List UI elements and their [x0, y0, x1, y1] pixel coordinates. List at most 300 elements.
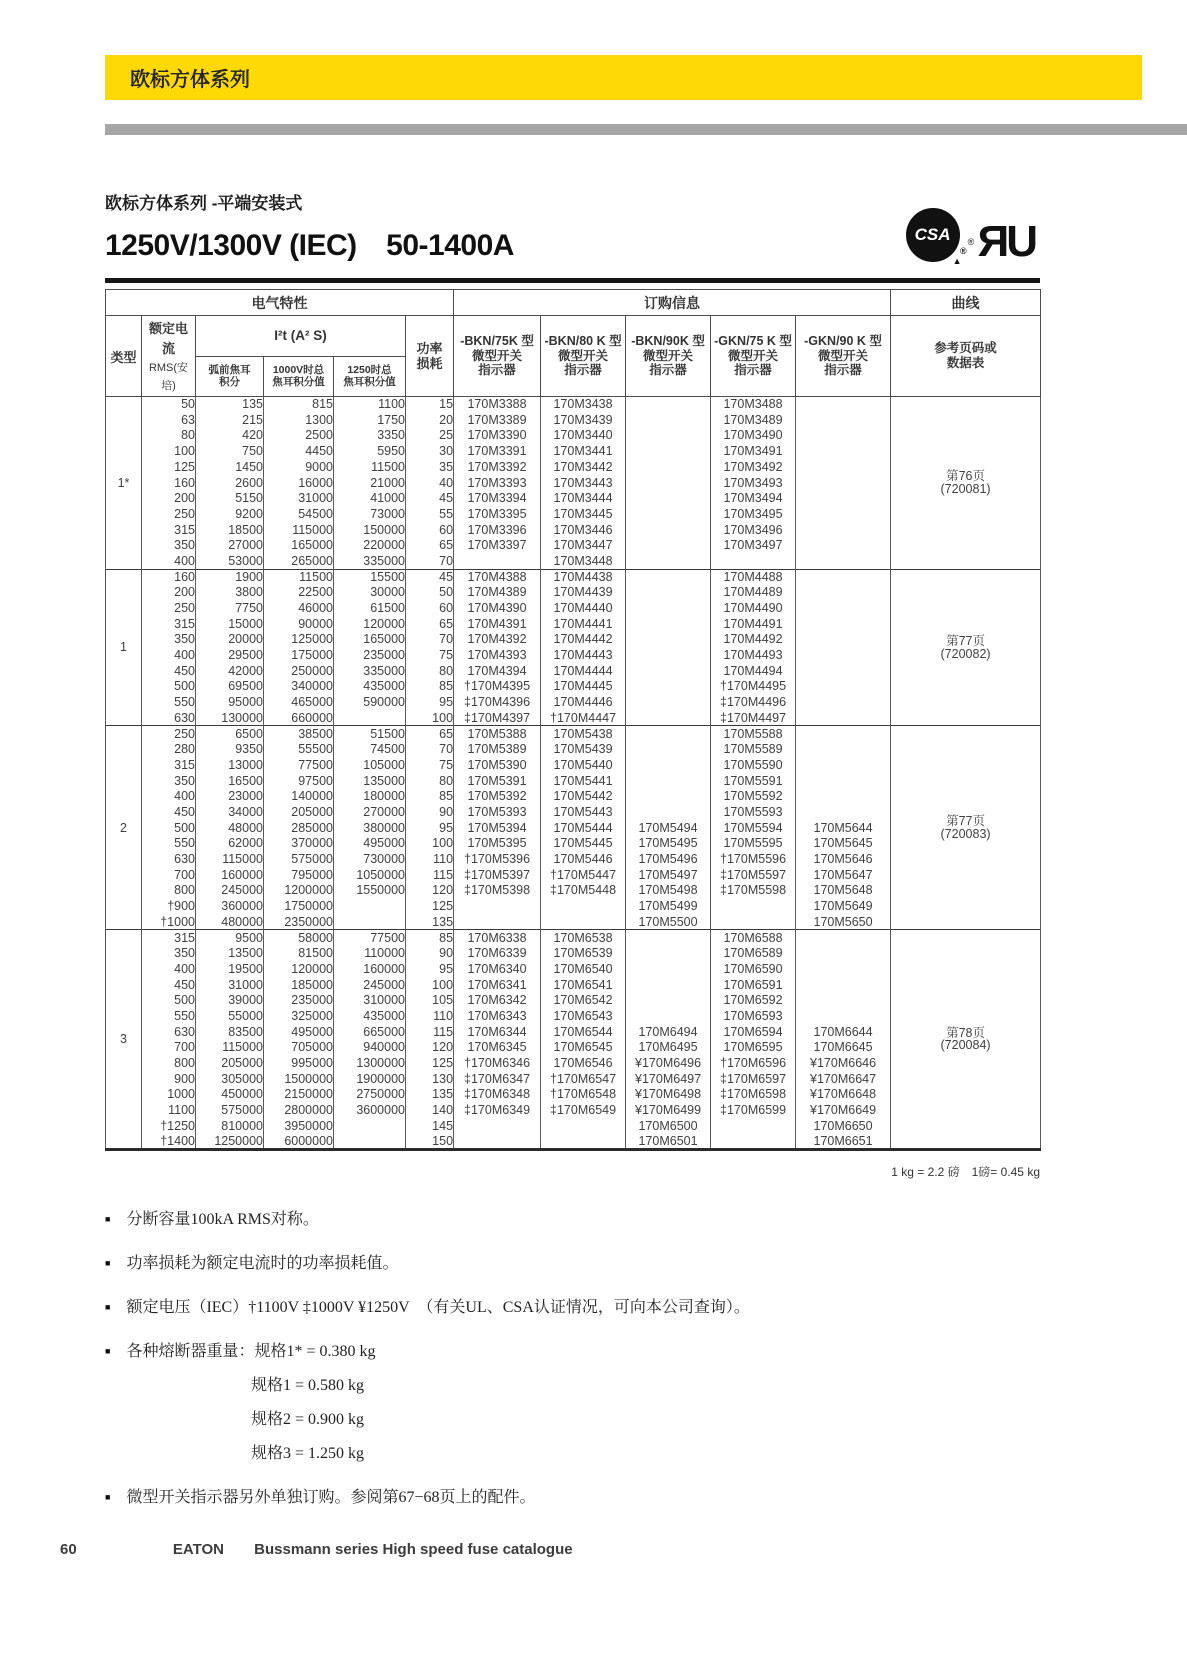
data-cell	[626, 538, 711, 554]
data-cell: 170M5438	[541, 726, 626, 742]
data-cell: 115000	[196, 851, 264, 867]
data-cell: 1550000	[334, 883, 406, 899]
data-cell: 170M5588	[711, 726, 796, 742]
note-subline: 规格2 = 0.900 kg	[251, 1411, 365, 1428]
bkn80-model: -BKN/80 K 型	[544, 334, 622, 349]
data-cell: 200	[142, 491, 196, 507]
gkn90-model: -GKN/90 K 型	[804, 334, 882, 349]
data-cell	[626, 695, 711, 711]
data-cell: 325000	[264, 1008, 334, 1024]
data-cell: †170M4395	[454, 679, 541, 695]
data-cell: 170M5648	[796, 883, 891, 899]
data-cell: †170M5596	[711, 851, 796, 867]
data-cell: 105	[406, 993, 454, 1009]
data-cell	[711, 899, 796, 915]
data-cell: 800	[142, 883, 196, 899]
data-cell	[796, 679, 891, 695]
data-cell	[454, 1134, 541, 1150]
data-cell	[626, 616, 711, 632]
table-body	[106, 397, 1041, 1150]
data-cell: 170M3497	[711, 538, 796, 554]
data-cell: 450000	[196, 1087, 264, 1103]
data-cell: 1200000	[264, 883, 334, 899]
data-cell	[541, 914, 626, 930]
data-cell: 95	[406, 695, 454, 711]
data-cell: 6500	[196, 726, 264, 742]
data-cell: 170M4493	[711, 648, 796, 664]
data-cell: 170M3440	[541, 428, 626, 444]
csa-logo-text: CSA	[914, 225, 951, 244]
data-cell: 40	[406, 475, 454, 491]
data-cell: 245000	[196, 883, 264, 899]
data-cell	[796, 930, 891, 946]
data-cell: 170M4439	[541, 585, 626, 601]
data-cell: 80	[142, 428, 196, 444]
data-cell: 170M5389	[454, 742, 541, 758]
data-cell: 315	[142, 757, 196, 773]
data-cell: ‡170M6599	[711, 1102, 796, 1118]
data-cell	[796, 804, 891, 820]
column-header-reference	[891, 316, 1041, 397]
data-cell: †170M6547	[541, 1071, 626, 1087]
data-cell: 1750000	[264, 899, 334, 915]
data-cell: 170M4443	[541, 648, 626, 664]
data-cell: 31000	[196, 977, 264, 993]
data-cell: 800	[142, 1055, 196, 1071]
data-cell	[454, 899, 541, 915]
data-cell: 420	[196, 428, 264, 444]
data-cell: 170M6501	[626, 1134, 711, 1150]
data-cell: 315	[142, 616, 196, 632]
data-cell: 1300	[264, 412, 334, 428]
data-cell: 170M5595	[711, 836, 796, 852]
data-cell: 18500	[196, 522, 264, 538]
data-cell: 31000	[264, 491, 334, 507]
data-cell: 450	[142, 977, 196, 993]
data-cell: 575000	[264, 851, 334, 867]
data-cell: 170M3393	[454, 475, 541, 491]
data-cell: 170M3439	[541, 412, 626, 428]
section-header-electrical: 电气特性	[106, 290, 454, 316]
data-cell	[541, 899, 626, 915]
data-cell: 63	[142, 412, 196, 428]
data-cell: †170M6548	[541, 1087, 626, 1103]
data-cell: 1100	[142, 1102, 196, 1118]
reference-cell: 第77页 (720082)	[891, 569, 1041, 726]
data-cell: 170M6650	[796, 1118, 891, 1134]
table-header	[106, 290, 1041, 397]
reference-cell: 第77页 (720083)	[891, 726, 1041, 930]
data-cell	[454, 553, 541, 569]
data-cell	[454, 1118, 541, 1134]
data-cell	[796, 412, 891, 428]
data-cell: 53000	[196, 553, 264, 569]
current-header-line2: RMS(安培)	[148, 362, 189, 392]
data-cell: 200	[142, 585, 196, 601]
data-cell: 590000	[334, 695, 406, 711]
data-cell: 170M6651	[796, 1134, 891, 1150]
catalog-page	[0, 55, 1187, 1558]
data-cell: ‡170M6598	[711, 1087, 796, 1103]
data-cell: 550	[142, 836, 196, 852]
data-cell: 750	[196, 444, 264, 460]
data-cell	[626, 946, 711, 962]
data-cell	[796, 993, 891, 1009]
data-cell: 165000	[264, 538, 334, 554]
power-header-line1: 功率	[416, 341, 443, 356]
data-cell: 170M5388	[454, 726, 541, 742]
data-cell	[796, 616, 891, 632]
data-cell: 85	[406, 930, 454, 946]
data-cell	[796, 475, 891, 491]
data-cell: 3950000	[264, 1118, 334, 1134]
data-cell: 575000	[196, 1102, 264, 1118]
data-cell: 90000	[264, 616, 334, 632]
data-cell: 70	[406, 632, 454, 648]
data-cell: 170M4489	[711, 585, 796, 601]
data-cell: 220000	[334, 538, 406, 554]
data-cell: 170M6588	[711, 930, 796, 946]
data-cell: 105000	[334, 757, 406, 773]
data-cell	[626, 569, 711, 585]
note-item	[105, 1254, 1085, 1273]
data-cell: 1750	[334, 412, 406, 428]
data-cell: 170M3438	[541, 397, 626, 413]
data-cell: 170M6495	[626, 1040, 711, 1056]
spec-table	[105, 289, 1041, 1151]
data-cell: 285000	[264, 820, 334, 836]
data-cell: 61500	[334, 600, 406, 616]
data-cell: 435000	[334, 679, 406, 695]
data-cell: 170M3397	[454, 538, 541, 554]
data-cell: 135	[406, 914, 454, 930]
data-cell	[626, 632, 711, 648]
data-cell: 250	[142, 600, 196, 616]
data-cell: 170M5498	[626, 883, 711, 899]
registered-mark-icon: ®	[959, 246, 967, 256]
data-cell: 45	[406, 569, 454, 585]
data-cell: 170M5439	[541, 742, 626, 758]
data-cell	[626, 1008, 711, 1024]
data-cell: ‡170M5598	[711, 883, 796, 899]
data-cell: 170M4488	[711, 569, 796, 585]
data-cell: 73000	[334, 506, 406, 522]
data-cell	[796, 742, 891, 758]
data-cell: 170M4440	[541, 600, 626, 616]
gkn75-line2: 微型开关	[728, 348, 779, 363]
data-cell: 170M4492	[711, 632, 796, 648]
data-cell: 1100	[334, 397, 406, 413]
data-cell: 70	[406, 553, 454, 569]
column-header-bkn80	[541, 316, 626, 397]
data-cell: 170M6594	[711, 1024, 796, 1040]
data-cell: 170M4494	[711, 663, 796, 679]
data-cell: 170M4438	[541, 569, 626, 585]
data-cell: 9000	[264, 459, 334, 475]
data-cell: 6000000	[264, 1134, 334, 1150]
data-cell	[711, 914, 796, 930]
data-cell: 80	[406, 773, 454, 789]
data-cell: 75	[406, 757, 454, 773]
data-cell: 170M6342	[454, 993, 541, 1009]
data-cell: ‡170M5597	[711, 867, 796, 883]
data-cell	[796, 946, 891, 962]
data-cell: 170M5650	[796, 914, 891, 930]
gkn75-model: -GKN/75 K 型	[714, 334, 792, 349]
data-cell: 27000	[196, 538, 264, 554]
data-cell: 170M4490	[711, 600, 796, 616]
t1250-line2: 焦耳积分值	[343, 376, 396, 389]
data-cell: 65	[406, 616, 454, 632]
data-cell: 170M4445	[541, 679, 626, 695]
data-cell: 150000	[334, 522, 406, 538]
data-cell: 170M3490	[711, 428, 796, 444]
data-cell	[334, 1134, 406, 1150]
t1250-line1: 1250时总	[347, 364, 392, 377]
brand-name: EATON	[172, 1541, 224, 1558]
data-cell: 60	[406, 600, 454, 616]
data-cell: 75	[406, 648, 454, 664]
data-cell	[541, 1118, 626, 1134]
data-cell: ¥170M6649	[796, 1102, 891, 1118]
table-row	[106, 569, 1041, 585]
data-cell: 100	[406, 977, 454, 993]
data-cell: ‡170M5397	[454, 867, 541, 883]
data-cell	[334, 914, 406, 930]
data-cell: 30000	[334, 585, 406, 601]
page-title: 1250V/1300V (IEC) 50-1400A	[105, 229, 514, 262]
data-cell	[626, 397, 711, 413]
data-cell: 180000	[334, 789, 406, 805]
gkn90-line3: 指示器	[824, 363, 862, 378]
column-header-current	[142, 316, 196, 397]
page-footer	[0, 1541, 1187, 1558]
data-cell: †170M4495	[711, 679, 796, 695]
data-cell: 465000	[264, 695, 334, 711]
data-cell: 15	[406, 397, 454, 413]
type-cell: 2	[106, 726, 142, 930]
data-cell: 34000	[196, 804, 264, 820]
data-cell: 145	[406, 1118, 454, 1134]
data-cell	[796, 1008, 891, 1024]
data-cell: 29500	[196, 648, 264, 664]
data-cell: 55500	[264, 742, 334, 758]
data-cell: 4450	[264, 444, 334, 460]
data-cell: 170M6546	[541, 1055, 626, 1071]
bullet-icon: ■	[105, 1346, 111, 1356]
data-cell: 170M5649	[796, 899, 891, 915]
data-cell: 11500	[334, 459, 406, 475]
data-cell	[796, 977, 891, 993]
data-cell: 495000	[334, 836, 406, 852]
data-cell	[796, 397, 891, 413]
data-cell: 170M4390	[454, 600, 541, 616]
data-cell: 41000	[334, 491, 406, 507]
data-cell: 25	[406, 428, 454, 444]
data-cell: 500	[142, 820, 196, 836]
data-cell: 74500	[334, 742, 406, 758]
data-cell: 160	[142, 569, 196, 585]
data-cell	[626, 428, 711, 444]
note-text: 额定电压（IEC）†1100V ‡1000V ¥1250V （有关UL、CSA认证情况，可向本公司查询）。	[126, 1299, 750, 1316]
data-cell: 140	[406, 1102, 454, 1118]
data-cell: 350	[142, 773, 196, 789]
data-cell: 7750	[196, 600, 264, 616]
data-cell: 21000	[334, 475, 406, 491]
data-cell: 170M4388	[454, 569, 541, 585]
data-cell	[796, 663, 891, 679]
data-cell	[626, 663, 711, 679]
data-cell: 23000	[196, 789, 264, 805]
data-cell: 100	[406, 710, 454, 726]
series-banner-title: 欧标方体系列	[130, 69, 250, 91]
data-cell: 170M5500	[626, 914, 711, 930]
data-cell	[626, 444, 711, 460]
data-cell: 170M4389	[454, 585, 541, 601]
column-header-arc-i2t	[196, 356, 264, 397]
data-cell: 2750000	[334, 1087, 406, 1103]
bkn90-line2: 微型开关	[643, 348, 694, 363]
data-cell: 360000	[196, 899, 264, 915]
data-cell: 19500	[196, 961, 264, 977]
data-cell: 170M4491	[711, 616, 796, 632]
data-cell: 170M4392	[454, 632, 541, 648]
data-cell: 85	[406, 679, 454, 695]
section-header-curves: 曲线	[891, 290, 1041, 316]
data-cell: 9350	[196, 742, 264, 758]
data-cell: ‡170M4496	[711, 695, 796, 711]
data-cell: 450	[142, 663, 196, 679]
data-cell: 60	[406, 522, 454, 538]
data-cell: 185000	[264, 977, 334, 993]
data-cell: 170M3390	[454, 428, 541, 444]
data-cell: 170M6340	[454, 961, 541, 977]
data-cell	[626, 961, 711, 977]
data-cell: 995000	[264, 1055, 334, 1071]
data-cell: 815	[264, 397, 334, 413]
data-cell: 1500000	[264, 1071, 334, 1087]
data-cell: 13000	[196, 757, 264, 773]
data-cell: 170M5395	[454, 836, 541, 852]
data-cell: 165000	[334, 632, 406, 648]
data-cell: 170M3446	[541, 522, 626, 538]
data-cell: 20000	[196, 632, 264, 648]
data-cell: 205000	[196, 1055, 264, 1071]
data-cell: 170M6540	[541, 961, 626, 977]
data-cell: 69500	[196, 679, 264, 695]
data-cell: 170M3443	[541, 475, 626, 491]
data-cell: 70	[406, 742, 454, 758]
bkn75-line3: 指示器	[478, 363, 516, 378]
data-cell: ¥170M6648	[796, 1087, 891, 1103]
data-cell: 62000	[196, 836, 264, 852]
data-cell: 660000	[264, 710, 334, 726]
catalog-name: Bussmann series High speed fuse catalogue	[254, 1541, 573, 1558]
data-cell: 500	[142, 993, 196, 1009]
data-cell: ¥170M6646	[796, 1055, 891, 1071]
data-cell: ¥170M6496	[626, 1055, 711, 1071]
data-cell: 315	[142, 930, 196, 946]
data-cell: 170M5497	[626, 867, 711, 883]
gkn90-line2: 微型开关	[818, 348, 869, 363]
data-cell: 170M3395	[454, 506, 541, 522]
data-cell: 170M3447	[541, 538, 626, 554]
reference-cell: 第76页 (720081)	[891, 397, 1041, 570]
data-cell: 77500	[334, 930, 406, 946]
data-cell	[334, 710, 406, 726]
data-cell: 110000	[334, 946, 406, 962]
data-cell: 170M6494	[626, 1024, 711, 1040]
data-cell: 170M6592	[711, 993, 796, 1009]
data-cell: 170M3489	[711, 412, 796, 428]
data-cell: 170M4446	[541, 695, 626, 711]
data-cell: 2600	[196, 475, 264, 491]
registered-mark-icon: ®	[967, 237, 975, 247]
data-cell: 315	[142, 522, 196, 538]
bkn80-line2: 微型开关	[558, 348, 609, 363]
t1000-line1: 1000V时总	[272, 364, 325, 377]
bullet-icon: ■	[105, 1258, 111, 1268]
csa-triangle-icon: ▲	[952, 256, 962, 266]
data-cell	[334, 1118, 406, 1134]
data-cell: 130000	[196, 710, 264, 726]
data-cell	[626, 710, 711, 726]
data-cell: †1400	[142, 1134, 196, 1150]
reference-cell: 第78页 (720084)	[891, 930, 1041, 1150]
note-text: 分断容量100kA RMS对称。	[126, 1211, 319, 1228]
data-cell: 170M6538	[541, 930, 626, 946]
data-cell: 450	[142, 804, 196, 820]
data-cell: 170M5589	[711, 742, 796, 758]
data-cell: 245000	[334, 977, 406, 993]
data-cell: 215	[196, 412, 264, 428]
data-cell: 170M4393	[454, 648, 541, 664]
bullet-icon: ■	[105, 1492, 111, 1502]
data-cell: 550	[142, 1008, 196, 1024]
data-cell: ‡170M6549	[541, 1102, 626, 1118]
data-cell: 350	[142, 538, 196, 554]
data-cell: 495000	[264, 1024, 334, 1040]
data-cell: 39000	[196, 993, 264, 1009]
data-cell: 160000	[196, 867, 264, 883]
current-header-line1: 额定电流	[148, 321, 188, 356]
data-cell: 170M5391	[454, 773, 541, 789]
data-cell: 170M5644	[796, 820, 891, 836]
data-cell: 50	[406, 585, 454, 601]
data-cell: 170M6645	[796, 1040, 891, 1056]
data-cell: 170M4394	[454, 663, 541, 679]
data-cell: 125	[406, 1055, 454, 1071]
data-cell: 170M6545	[541, 1040, 626, 1056]
data-cell: 170M5496	[626, 851, 711, 867]
data-cell: 30	[406, 444, 454, 460]
data-cell: 705000	[264, 1040, 334, 1056]
data-cell: 54500	[264, 506, 334, 522]
data-cell	[796, 961, 891, 977]
t1000-line2: 焦耳积分值	[272, 376, 325, 389]
data-cell: 205000	[264, 804, 334, 820]
data-cell: 2800000	[264, 1102, 334, 1118]
data-cell: 170M3389	[454, 412, 541, 428]
data-cell: 97500	[264, 773, 334, 789]
data-cell: 170M3492	[711, 459, 796, 475]
section-header-ordering: 订购信息	[454, 290, 891, 316]
data-cell: 85	[406, 789, 454, 805]
data-cell: 38500	[264, 726, 334, 742]
data-cell: 170M6593	[711, 1008, 796, 1024]
data-cell: ¥170M6499	[626, 1102, 711, 1118]
data-cell: 500	[142, 679, 196, 695]
